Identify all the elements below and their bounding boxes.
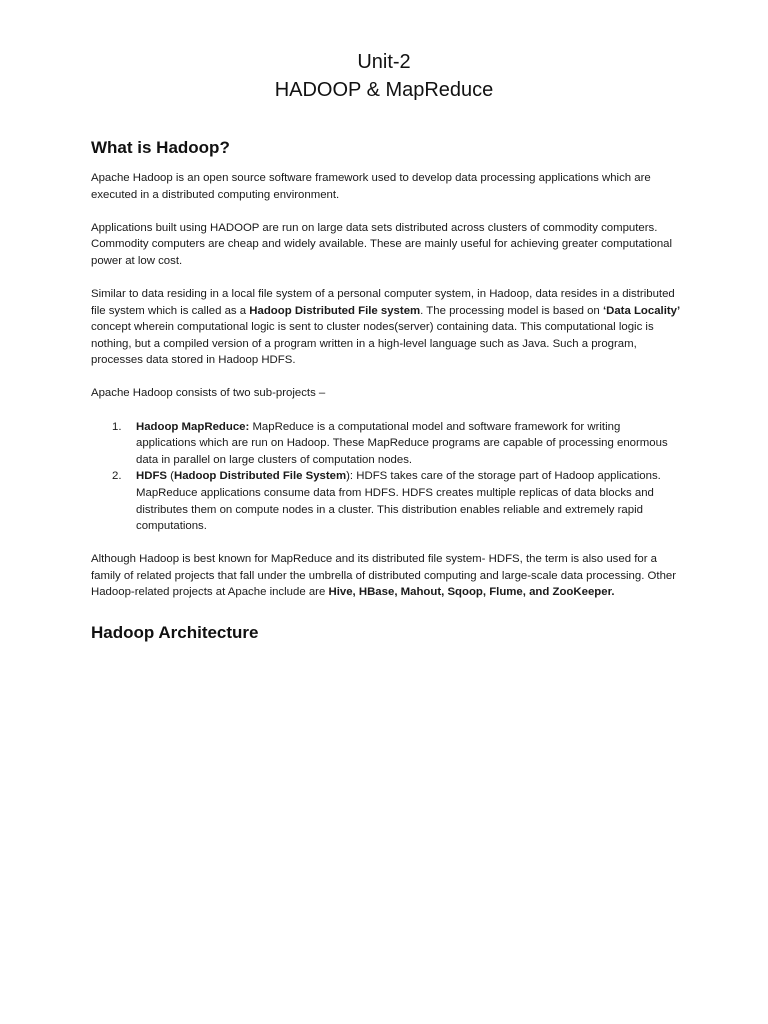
list-item-text: MapReduce is a computational model and software framework for writing applications which are run on Hadoop. These MapReduce programs are capable of processing enormous data in parallel on large clusters of computation nodes. xyxy=(136,420,668,466)
document-body xyxy=(91,136,681,655)
list-item-title: Hadoop MapReduce: xyxy=(136,420,250,433)
paragraph-data-locality xyxy=(91,286,681,369)
subprojects-list xyxy=(91,419,681,535)
list-item-text: ): HDFS takes care of the storage part of Hadoop applications. MapReduce applications consume data from HDFS. HDFS creates multiple replicas of data blocks and distributes them on compute nodes in a cluster. This distribution enables reliable and extremely rapid computations. xyxy=(136,470,661,533)
bold-data-locality-term: ‘Data Locality’ xyxy=(602,304,681,317)
text-run: ( xyxy=(167,470,174,483)
unit-title: Unit-2 xyxy=(357,51,411,73)
paragraph-related-projects xyxy=(91,551,681,601)
list-number: 2. xyxy=(112,470,122,483)
topic-title: HADOOP & MapReduce xyxy=(274,79,494,101)
list-item xyxy=(112,419,681,469)
list-item xyxy=(112,468,681,534)
paragraph-applications: Applications built using HADOOP are run on large data sets distributed across clusters of commodity computers. Commodity computers are cheap and widely available. These are mainly useful for achieving greater computational power at low cost. xyxy=(91,221,673,267)
list-item-title: HDFS xyxy=(136,470,168,483)
list-item-title: Hadoop Distributed File System xyxy=(173,470,347,483)
paragraph-intro: Apache Hadoop is an open source software framework used to develop data processing applications which are executed in a distributed computing environment. xyxy=(91,172,651,201)
paragraph-subprojects: Apache Hadoop consists of two sub-projects – xyxy=(91,387,326,400)
text-run: concept wherein computational logic is sent to cluster nodes(server) containing data. This computational logic is nothing, but a compiled version of a program written in a high-level language such as Java. Such a program, processes data stored in Hadoop HDFS. xyxy=(91,321,654,367)
text-run: Similar to data residing in a local file system of a personal computer system, in Hadoop, data resides in a distributed file system which is called as a xyxy=(91,287,675,317)
bold-project-names: Hive, HBase, Mahout, Sqoop, Flume, and ZooKeeper. xyxy=(328,586,615,599)
text-run: . The processing model is based on xyxy=(420,304,603,317)
what-is-hadoop-heading: What is Hadoop? xyxy=(91,138,230,157)
hadoop-architecture-heading: Hadoop Architecture xyxy=(91,622,259,642)
list-number: 1. xyxy=(112,420,122,433)
text-run: Although Hadoop is best known for MapReduce and its distributed file system- HDFS, the term is also used for a family of related projects that fall under the umbrella of distributed computing and large-scale data processing. Other Hadoop-related projects at Apache include are xyxy=(91,553,677,599)
page-title xyxy=(0,48,768,104)
bold-hdfs-term: Hadoop Distributed File system xyxy=(249,304,421,317)
